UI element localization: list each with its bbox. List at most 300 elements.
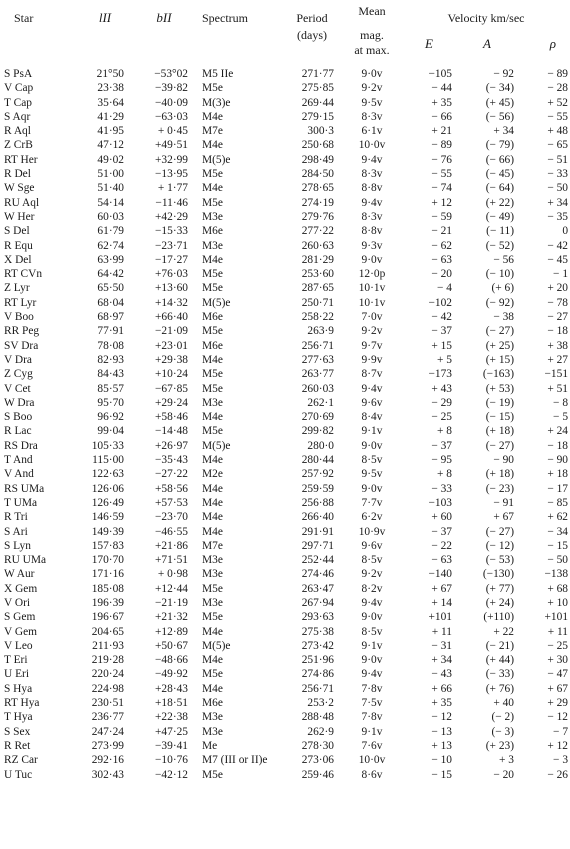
cell-velocity-rho: − 5 (553, 411, 569, 424)
cell-mag: 8·8v (361, 225, 383, 238)
cell-b: +29·38 (155, 353, 188, 366)
cell-l: 204·65 (91, 625, 124, 638)
cell-mag: 7·0v (361, 311, 383, 324)
table-row (0, 310, 570, 324)
cell-star: U Tuc (4, 768, 33, 781)
cell-spectrum: M5e (202, 768, 223, 781)
cell-l: 126·06 (91, 482, 124, 495)
cell-velocity-e: −173 (428, 368, 452, 381)
cell-b: +71·51 (155, 554, 188, 567)
cell-spectrum: Me (202, 739, 218, 752)
cell-star: V Cap (4, 82, 34, 95)
cell-spectrum: M7e (202, 539, 223, 552)
header-a: A (483, 35, 491, 51)
table-row (0, 253, 570, 267)
cell-velocity-e: + 15 (431, 339, 452, 352)
table-row (0, 582, 570, 596)
cell-velocity-e: −103 (428, 496, 452, 509)
cell-velocity-e: − 95 (431, 454, 452, 467)
header-mag-line3: at max. (354, 43, 390, 57)
table-row (0, 410, 570, 424)
cell-mag: 9·2v (361, 325, 383, 338)
cell-velocity-a: − 92 (493, 68, 514, 80)
cell-l: 230·51 (91, 697, 124, 710)
cell-l: 68·97 (97, 311, 124, 324)
table-row (0, 510, 570, 524)
cell-velocity-a: (+ 6) (491, 282, 514, 295)
cell-velocity-rho: − 47 (547, 668, 569, 681)
table-row (0, 682, 570, 696)
cell-b: +29·24 (155, 396, 188, 409)
cell-b: −53°02 (154, 68, 188, 80)
cell-spectrum: M4e (202, 353, 223, 366)
cell-star: W Sge (4, 182, 35, 195)
cell-spectrum: M3e (202, 596, 223, 609)
table-row (0, 153, 570, 167)
cell-mag: 9·0v (361, 482, 383, 495)
cell-velocity-e: − 66 (431, 110, 452, 123)
cell-velocity-e: +101 (428, 611, 452, 624)
cell-velocity-rho: − 45 (547, 253, 569, 266)
cell-velocity-a: (−130) (482, 568, 514, 581)
table-row (0, 753, 570, 767)
cell-l: 41·29 (97, 110, 124, 123)
table-row (0, 353, 570, 367)
cell-velocity-a: (− 56) (485, 110, 514, 123)
cell-star: RU Aql (4, 196, 40, 209)
cell-period: 250·68 (301, 139, 334, 152)
cell-velocity-a: (+ 25) (485, 339, 514, 352)
cell-period: 273·42 (301, 639, 334, 652)
table-row (0, 496, 570, 510)
cell-velocity-rho: + 27 (547, 353, 569, 366)
cell-b: +26·97 (155, 439, 188, 452)
cell-velocity-a: (+ 23) (485, 739, 514, 752)
cell-period: 251·96 (301, 654, 334, 667)
cell-mag: 6·2v (361, 511, 383, 524)
cell-mag: 8·3v (361, 210, 383, 223)
cell-mag: 7·5v (361, 697, 383, 710)
cell-velocity-e: + 14 (431, 596, 452, 609)
cell-velocity-e: + 8 (437, 468, 452, 481)
cell-velocity-rho: + 34 (547, 196, 569, 209)
cell-velocity-a: (+ 45) (485, 96, 514, 109)
cell-b: −17·27 (155, 253, 188, 266)
cell-velocity-a: (− 27) (485, 325, 514, 338)
cell-mag: 9·5v (361, 468, 383, 481)
cell-l: 170·70 (91, 554, 124, 567)
cell-l: 54·14 (97, 196, 124, 209)
cell-b: −63·03 (155, 110, 188, 123)
cell-star: W Her (4, 210, 35, 223)
cell-velocity-a: (+ 15) (485, 353, 514, 366)
cell-period: 291·91 (301, 525, 334, 538)
cell-velocity-rho: + 12 (547, 739, 569, 752)
cell-velocity-e: − 59 (431, 210, 452, 223)
cell-velocity-a: (− 23) (485, 482, 514, 495)
cell-period: 299·82 (301, 425, 334, 438)
cell-l: 157·83 (91, 539, 124, 552)
cell-period: 260·03 (301, 382, 334, 395)
cell-mag: 9·4v (361, 382, 383, 395)
cell-l: 51·00 (97, 168, 124, 181)
cell-period: 262·1 (307, 396, 334, 409)
cell-period: 267·94 (301, 596, 334, 609)
cell-spectrum: M3e (202, 210, 223, 223)
cell-velocity-a: + 40 (493, 697, 514, 710)
cell-velocity-rho: − 12 (547, 711, 569, 724)
cell-spectrum: M4e (202, 682, 223, 695)
cell-l: 196·39 (91, 596, 124, 609)
cell-velocity-rho: +101 (544, 611, 569, 624)
cell-b: −35·43 (155, 454, 188, 467)
cell-b: −46·55 (155, 525, 188, 538)
cell-mag: 7·8v (361, 682, 383, 695)
cell-spectrum: M5e (202, 382, 223, 395)
cell-velocity-e: − 13 (431, 725, 452, 738)
cell-period: 280·44 (301, 454, 334, 467)
cell-b: −15·33 (155, 225, 188, 238)
table-row (0, 67, 570, 81)
cell-mag: 8·5v (361, 454, 383, 467)
cell-velocity-a: (− 27) (485, 439, 514, 452)
cell-velocity-e: − 12 (431, 711, 452, 724)
cell-velocity-rho: − 90 (547, 454, 569, 467)
table-row (0, 596, 570, 610)
header-mag-line2: mag. (360, 28, 384, 42)
cell-star: U Eri (4, 668, 29, 681)
cell-velocity-a: (− 21) (485, 639, 514, 652)
cell-mag: 10·0v (358, 139, 386, 152)
cell-spectrum: M6e (202, 225, 223, 238)
cell-velocity-rho: + 52 (547, 96, 569, 109)
cell-star: S PsA (4, 68, 33, 80)
cell-b: + 0·98 (157, 568, 188, 581)
cell-spectrum: M3e (202, 239, 223, 252)
cell-period: 288·48 (301, 711, 334, 724)
cell-velocity-a: (− 3) (491, 725, 514, 738)
cell-velocity-rho: − 26 (547, 768, 569, 781)
cell-star: V Dra (4, 353, 32, 366)
table-row (0, 124, 570, 138)
cell-mag: 7·6v (361, 739, 383, 752)
cell-b: +21·32 (155, 611, 188, 624)
cell-l: 105·33 (91, 439, 124, 452)
cell-velocity-rho: + 48 (547, 125, 569, 138)
cell-star: S Gem (4, 611, 36, 624)
cell-b: −42·12 (155, 768, 188, 781)
cell-l: 64·42 (97, 268, 124, 281)
table-row (0, 167, 570, 181)
cell-period: 277·22 (301, 225, 334, 238)
cell-spectrum: M(5)e (202, 639, 231, 652)
cell-velocity-rho: + 67 (547, 682, 569, 695)
cell-mag: 7·8v (361, 711, 383, 724)
cell-velocity-e: − 74 (431, 182, 452, 195)
cell-velocity-rho: + 20 (547, 282, 569, 295)
cell-velocity-rho: + 62 (547, 511, 569, 524)
cell-l: 85·57 (97, 382, 124, 395)
cell-velocity-rho: − 78 (547, 296, 569, 309)
cell-b: +58·46 (155, 411, 188, 424)
header-l: lII (98, 10, 112, 25)
cell-mag: 9·5v (361, 96, 383, 109)
cell-period: 252·44 (301, 554, 334, 567)
cell-b: −27·22 (155, 468, 188, 481)
header-period: Period (296, 11, 328, 25)
cell-b: −14·48 (155, 425, 188, 438)
cell-velocity-rho: − 8 (553, 396, 569, 409)
cell-velocity-a: − 38 (493, 311, 514, 324)
cell-spectrum: M(5)e (202, 439, 231, 452)
cell-b: −23·70 (155, 511, 188, 524)
cell-star: Z Lyr (4, 282, 30, 295)
cell-velocity-rho: − 65 (547, 139, 569, 152)
cell-mag: 9·0v (361, 253, 383, 266)
table-row (0, 639, 570, 653)
cell-velocity-rho: − 3 (553, 754, 569, 767)
header-spectrum: Spectrum (202, 11, 248, 25)
cell-period: 274·46 (301, 568, 334, 581)
cell-spectrum: M5e (202, 325, 223, 338)
table-row (0, 110, 570, 124)
cell-velocity-a: (− 10) (485, 268, 514, 281)
cell-velocity-rho: −151 (544, 368, 569, 381)
cell-b: +47·25 (155, 725, 188, 738)
cell-velocity-a: (− 45) (485, 168, 514, 181)
table-row (0, 281, 570, 295)
cell-b: −10·76 (155, 754, 188, 767)
cell-velocity-e: − 37 (431, 325, 452, 338)
cell-velocity-a: (− 53) (485, 554, 514, 567)
cell-l: 224·98 (91, 682, 124, 695)
cell-velocity-a: − 91 (493, 496, 514, 509)
cell-period: 260·63 (301, 239, 334, 252)
cell-mag: 9·6v (361, 539, 383, 552)
cell-period: 270·69 (301, 411, 334, 424)
cell-spectrum: M4e (202, 110, 223, 123)
cell-b: +32·99 (155, 153, 188, 166)
cell-star: W Dra (4, 396, 35, 409)
cell-b: +12·44 (155, 582, 188, 595)
cell-spectrum: M4e (202, 625, 223, 638)
cell-spectrum: M4e (202, 411, 223, 424)
cell-star: V Cet (4, 382, 31, 395)
cell-velocity-rho: − 34 (547, 525, 569, 538)
cell-b: −48·66 (155, 654, 188, 667)
cell-l: 63·99 (97, 253, 124, 266)
cell-velocity-rho: − 25 (547, 639, 569, 652)
cell-star: T UMa (4, 496, 38, 509)
cell-l: 35·64 (97, 96, 124, 109)
cell-l: 115·00 (92, 454, 124, 467)
cell-mag: 9·4v (361, 668, 383, 681)
cell-l: 60·03 (97, 210, 124, 223)
header-period-unit: (days) (297, 28, 327, 42)
cell-star: Z CrB (4, 139, 33, 152)
cell-velocity-e: − 37 (431, 525, 452, 538)
cell-mag: 8·3v (361, 168, 383, 181)
cell-spectrum: M5e (202, 582, 223, 595)
cell-period: 257·92 (301, 468, 334, 481)
cell-velocity-rho: − 35 (547, 210, 569, 223)
cell-period: 275·38 (301, 625, 334, 638)
cell-mag: 8·5v (361, 625, 383, 638)
cell-b: −21·19 (155, 596, 188, 609)
cell-velocity-rho: − 55 (547, 110, 569, 123)
header-mag-line1: Mean (358, 4, 386, 18)
cell-spectrum: M4e (202, 511, 223, 524)
cell-b: −39·82 (155, 82, 188, 95)
cell-period: 269·44 (301, 96, 334, 109)
cell-velocity-a: + 67 (493, 511, 514, 524)
cell-b: +23·01 (155, 339, 188, 352)
cell-velocity-rho: − 15 (547, 539, 569, 552)
cell-spectrum: M2e (202, 468, 223, 481)
cell-velocity-a: (+ 24) (485, 596, 514, 609)
cell-mag: 9·2v (361, 568, 383, 581)
cell-spectrum: M5 IIe (202, 68, 234, 80)
cell-period: 253·60 (301, 268, 334, 281)
table-row (0, 467, 570, 481)
table-row (0, 553, 570, 567)
cell-star: RS Dra (4, 439, 38, 452)
cell-star: RS UMa (4, 482, 45, 495)
cell-velocity-e: − 33 (431, 482, 452, 495)
cell-velocity-a: − 20 (493, 768, 514, 781)
cell-velocity-rho: − 18 (547, 325, 569, 338)
cell-b: −21·09 (155, 325, 188, 338)
table-row (0, 539, 570, 553)
table-row (0, 453, 570, 467)
table-row (0, 739, 570, 753)
cell-velocity-e: − 44 (431, 82, 452, 95)
cell-spectrum: M4e (202, 454, 223, 467)
cell-velocity-e: + 35 (431, 96, 452, 109)
cell-velocity-a: (− 52) (485, 239, 514, 252)
cell-velocity-a: (+ 76) (485, 682, 514, 695)
table-row (0, 210, 570, 224)
cell-star: T Eri (4, 654, 28, 667)
cell-period: 293·63 (301, 611, 334, 624)
cell-velocity-a: − 56 (493, 253, 514, 266)
cell-velocity-e: − 10 (431, 754, 452, 767)
cell-velocity-e: + 66 (431, 682, 452, 695)
table-row (0, 482, 570, 496)
cell-spectrum: M(3)e (202, 96, 231, 109)
cell-l: 65·50 (97, 282, 124, 295)
cell-mag: 9·4v (361, 596, 383, 609)
cell-velocity-a: (− 11) (486, 225, 514, 238)
cell-period: 258·22 (301, 311, 334, 324)
cell-velocity-rho: − 89 (547, 68, 569, 80)
cell-l: 196·67 (91, 611, 124, 624)
cell-velocity-e: + 12 (431, 196, 452, 209)
cell-velocity-e: −140 (428, 568, 452, 581)
cell-period: 253·2 (307, 697, 334, 710)
table-row (0, 239, 570, 253)
cell-velocity-rho: − 50 (547, 554, 569, 567)
cell-l: 61·79 (97, 225, 124, 238)
cell-period: 263·47 (301, 582, 334, 595)
cell-l: 77·91 (97, 325, 124, 338)
cell-velocity-rho: + 68 (547, 582, 569, 595)
cell-b: −13·95 (155, 168, 188, 181)
cell-velocity-rho: − 18 (547, 439, 569, 452)
cell-b: + 1·77 (157, 182, 188, 195)
cell-spectrum: M6e (202, 339, 223, 352)
cell-b: +50·67 (155, 639, 188, 652)
cell-l: 51·40 (97, 182, 124, 195)
cell-velocity-a: (− 64) (485, 182, 514, 195)
cell-l: 149·39 (91, 525, 124, 538)
cell-spectrum: M3e (202, 554, 223, 567)
cell-velocity-a: (− 66) (485, 153, 514, 166)
cell-velocity-a: + 22 (493, 625, 514, 638)
cell-velocity-e: − 22 (431, 539, 452, 552)
cell-velocity-rho: + 11 (547, 625, 569, 638)
cell-spectrum: M4e (202, 496, 223, 509)
cell-l: 126·49 (91, 496, 124, 509)
cell-mag: 10·1v (358, 296, 386, 309)
cell-velocity-e: − 29 (431, 396, 452, 409)
cell-period: 256·71 (301, 339, 334, 352)
cell-velocity-rho: + 30 (547, 654, 569, 667)
cell-spectrum: M5e (202, 282, 223, 295)
cell-l: 236·77 (91, 711, 124, 724)
cell-b: +18·51 (155, 697, 188, 710)
cell-spectrum: M4e (202, 139, 223, 152)
cell-velocity-a: (+ 44) (485, 654, 514, 667)
cell-spectrum: M6e (202, 697, 223, 710)
cell-period: 259·59 (301, 482, 334, 495)
cell-l: 95·70 (97, 396, 124, 409)
cell-b: +57·53 (155, 496, 188, 509)
header-b: bII (156, 10, 172, 25)
cell-period: 279·15 (301, 110, 334, 123)
cell-star: RR Peg (4, 325, 40, 338)
cell-b: +12·89 (155, 625, 188, 638)
cell-velocity-rho: − 42 (547, 239, 569, 252)
cell-l: 122·63 (91, 468, 124, 481)
cell-star: V And (4, 468, 34, 481)
cell-star: S Lyn (4, 539, 31, 552)
cell-mag: 8·2v (361, 582, 383, 595)
cell-l: 171·16 (91, 568, 124, 581)
cell-b: +66·40 (155, 311, 188, 324)
cell-velocity-e: + 5 (437, 353, 452, 366)
cell-period: 274·19 (301, 196, 334, 209)
cell-period: 275·85 (301, 82, 334, 95)
cell-velocity-rho: + 29 (547, 697, 569, 710)
cell-b: +13·60 (155, 282, 188, 295)
cell-velocity-a: (+ 77) (485, 582, 514, 595)
cell-b: +10·24 (155, 368, 188, 381)
cell-velocity-a: (− 12) (485, 539, 514, 552)
cell-velocity-e: − 31 (431, 639, 452, 652)
cell-l: 62·74 (97, 239, 124, 252)
cell-l: 211·93 (92, 639, 124, 652)
table-row (0, 625, 570, 639)
cell-mag: 8·7v (361, 368, 383, 381)
cell-velocity-a: (+ 22) (485, 196, 514, 209)
cell-velocity-e: − 63 (431, 253, 452, 266)
cell-l: 82·93 (97, 353, 124, 366)
table-row (0, 138, 570, 152)
cell-mag: 9·0v (361, 68, 383, 80)
cell-velocity-e: − 55 (431, 168, 452, 181)
header-velocity: Velocity km/sec (447, 11, 525, 25)
